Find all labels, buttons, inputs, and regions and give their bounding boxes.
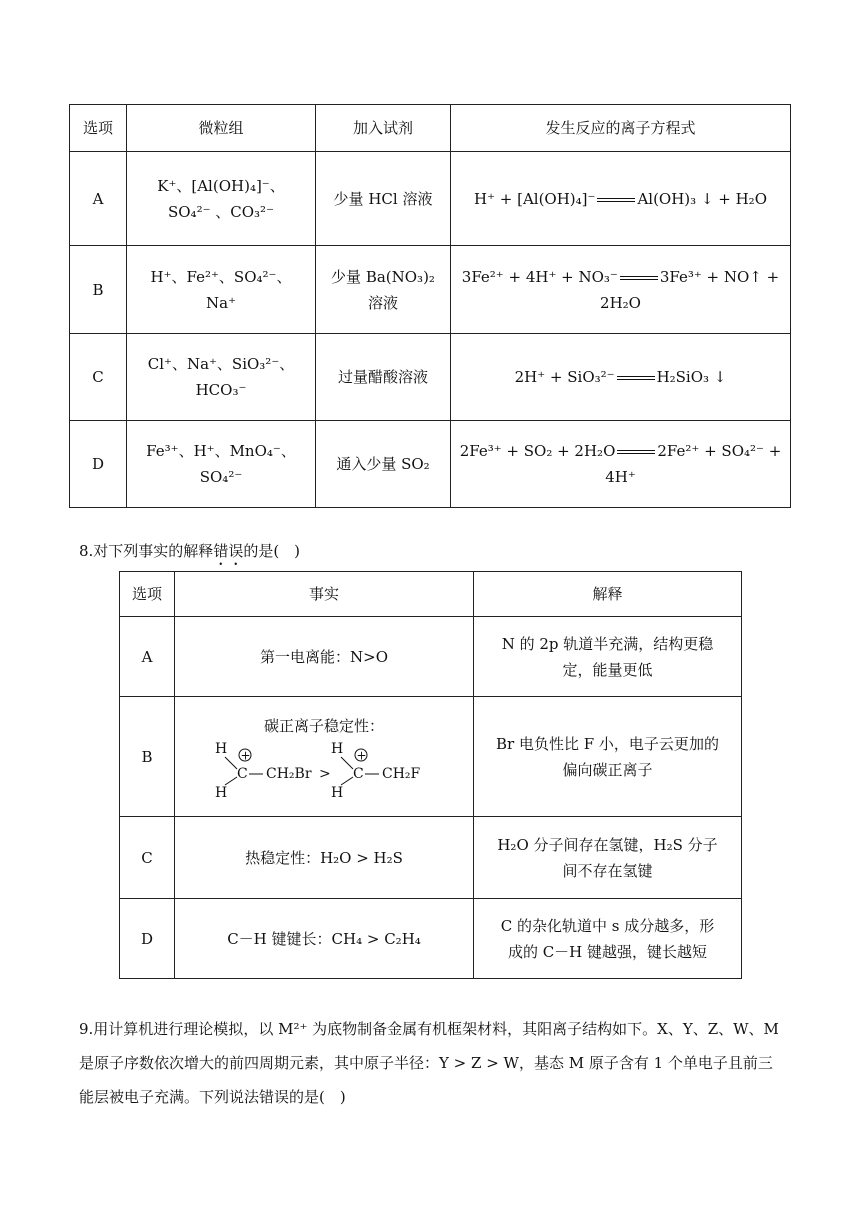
- row-option: D: [70, 421, 127, 508]
- table-row: [120, 899, 742, 979]
- bond: [341, 757, 353, 769]
- table-row: [120, 817, 742, 899]
- header-fact: 事实: [175, 572, 474, 617]
- row-option: B: [120, 697, 175, 817]
- question-9-stem: 9.用计算机进行理论模拟，以 M²⁺ 为底物制备金属有机框架材料，其阳离子结构如下。X、Y、Z、W、M 是原子序数依次增大的前四周期元素，其中原子半径：Y > Z > W，基态 M 原子含有 1 个单电子且前三能层被电子充满。下列说法错误的是( ): [79, 1020, 779, 1106]
- table-header-row: [120, 572, 742, 617]
- table-row: [120, 617, 742, 697]
- row-option: C: [120, 817, 175, 899]
- equals-sign: [617, 376, 655, 380]
- ionic-equation: 2H⁺ + SiO₃²⁻ H₂SiO₃ ↓: [451, 334, 791, 421]
- h-label: H: [215, 740, 228, 757]
- substituent-right: CH₂F: [382, 765, 421, 782]
- equals-sign: [597, 198, 635, 202]
- ionic-equation: H⁺ + [Al(OH)₄]⁻ Al(OH)₃ ↓ + H₂O: [451, 152, 791, 246]
- ionic-equation: 2Fe³⁺ + SO₂ + 2H₂O 2Fe²⁺ + SO₄²⁻ + 4H⁺: [451, 421, 791, 508]
- header-equation: 发生反应的离子方程式: [451, 105, 791, 152]
- explanation: C 的杂化轨道中 s 成分越多，形 成的 C－H 键越强，键长越短: [474, 899, 742, 979]
- question-8-stem: 8.对下列事实的解释错误的是( ): [79, 542, 301, 560]
- header-particles: 微粒组: [127, 105, 316, 152]
- carbocation-structures: [209, 739, 439, 801]
- bond: [225, 777, 237, 785]
- table-row: [70, 152, 791, 246]
- reagent: 通入少量 SO₂: [316, 421, 451, 508]
- reagent: 少量 Ba(NO₃)₂ 溶液: [316, 246, 451, 334]
- h-label: H: [331, 740, 344, 757]
- header-reagent: 加入试剂: [316, 105, 451, 152]
- particle-group: H⁺、Fe²⁺、SO₄²⁻、 Na⁺: [127, 246, 316, 334]
- ionic-equation: 3Fe²⁺ + 4H⁺ + NO₃⁻ 3Fe³⁺ + NO↑ + 2H₂O: [451, 246, 791, 334]
- explanation: N 的 2p 轨道半充满，结构更稳 定，能量更低: [474, 617, 742, 697]
- gt-sign: >: [319, 765, 331, 782]
- h-label: H: [215, 784, 228, 801]
- explanation: H₂O 分子间存在氢键，H₂S 分子 间不存在氢键: [474, 817, 742, 899]
- emphasis-text: 错误: [213, 542, 244, 560]
- row-option: B: [70, 246, 127, 334]
- plus-sign: +: [240, 748, 251, 762]
- row-option: C: [70, 334, 127, 421]
- c-label: C: [353, 765, 364, 782]
- equals-sign: [620, 276, 658, 280]
- fact: 第一电离能：N>O: [175, 617, 474, 697]
- table-row: [70, 334, 791, 421]
- plus-sign: +: [356, 748, 367, 762]
- reagent: 少量 HCl 溶液: [316, 152, 451, 246]
- table-row: [120, 697, 742, 817]
- h-label: H: [331, 784, 344, 801]
- c-label: C: [237, 765, 248, 782]
- row-option: A: [70, 152, 127, 246]
- table-header-row: [70, 105, 791, 152]
- table-row: [70, 421, 791, 508]
- header-option: 选项: [120, 572, 175, 617]
- bond: [341, 777, 353, 785]
- particle-group: K⁺、[Al(OH)₄]⁻、 SO₄²⁻ 、CO₃²⁻: [127, 152, 316, 246]
- table-row: [70, 246, 791, 334]
- fact: C－H 键键长：CH₄ > C₂H₄: [175, 899, 474, 979]
- row-option: D: [120, 899, 175, 979]
- explanation-table: [119, 571, 742, 979]
- equals-sign: [617, 450, 655, 454]
- fact: 热稳定性：H₂O > H₂S: [175, 817, 474, 899]
- particle-group: Cl⁺、Na⁺、SiO₃²⁻、 HCO₃⁻: [127, 334, 316, 421]
- reaction-table: [69, 104, 791, 508]
- particle-group: Fe³⁺、H⁺、MnO₄⁻、 SO₄²⁻: [127, 421, 316, 508]
- header-explanation: 解释: [474, 572, 742, 617]
- header-option: 选项: [70, 105, 127, 152]
- row-option: A: [120, 617, 175, 697]
- bond: [225, 757, 237, 769]
- reagent: 过量醋酸溶液: [316, 334, 451, 421]
- substituent-left: CH₂Br: [266, 765, 312, 782]
- explanation: Br 电负性比 F 小，电子云更加的 偏向碳正离子: [474, 697, 742, 817]
- fact-carbocation: 碳正离子稳定性： H H C + CH₂Br > H H C + CH₂F: [175, 697, 474, 817]
